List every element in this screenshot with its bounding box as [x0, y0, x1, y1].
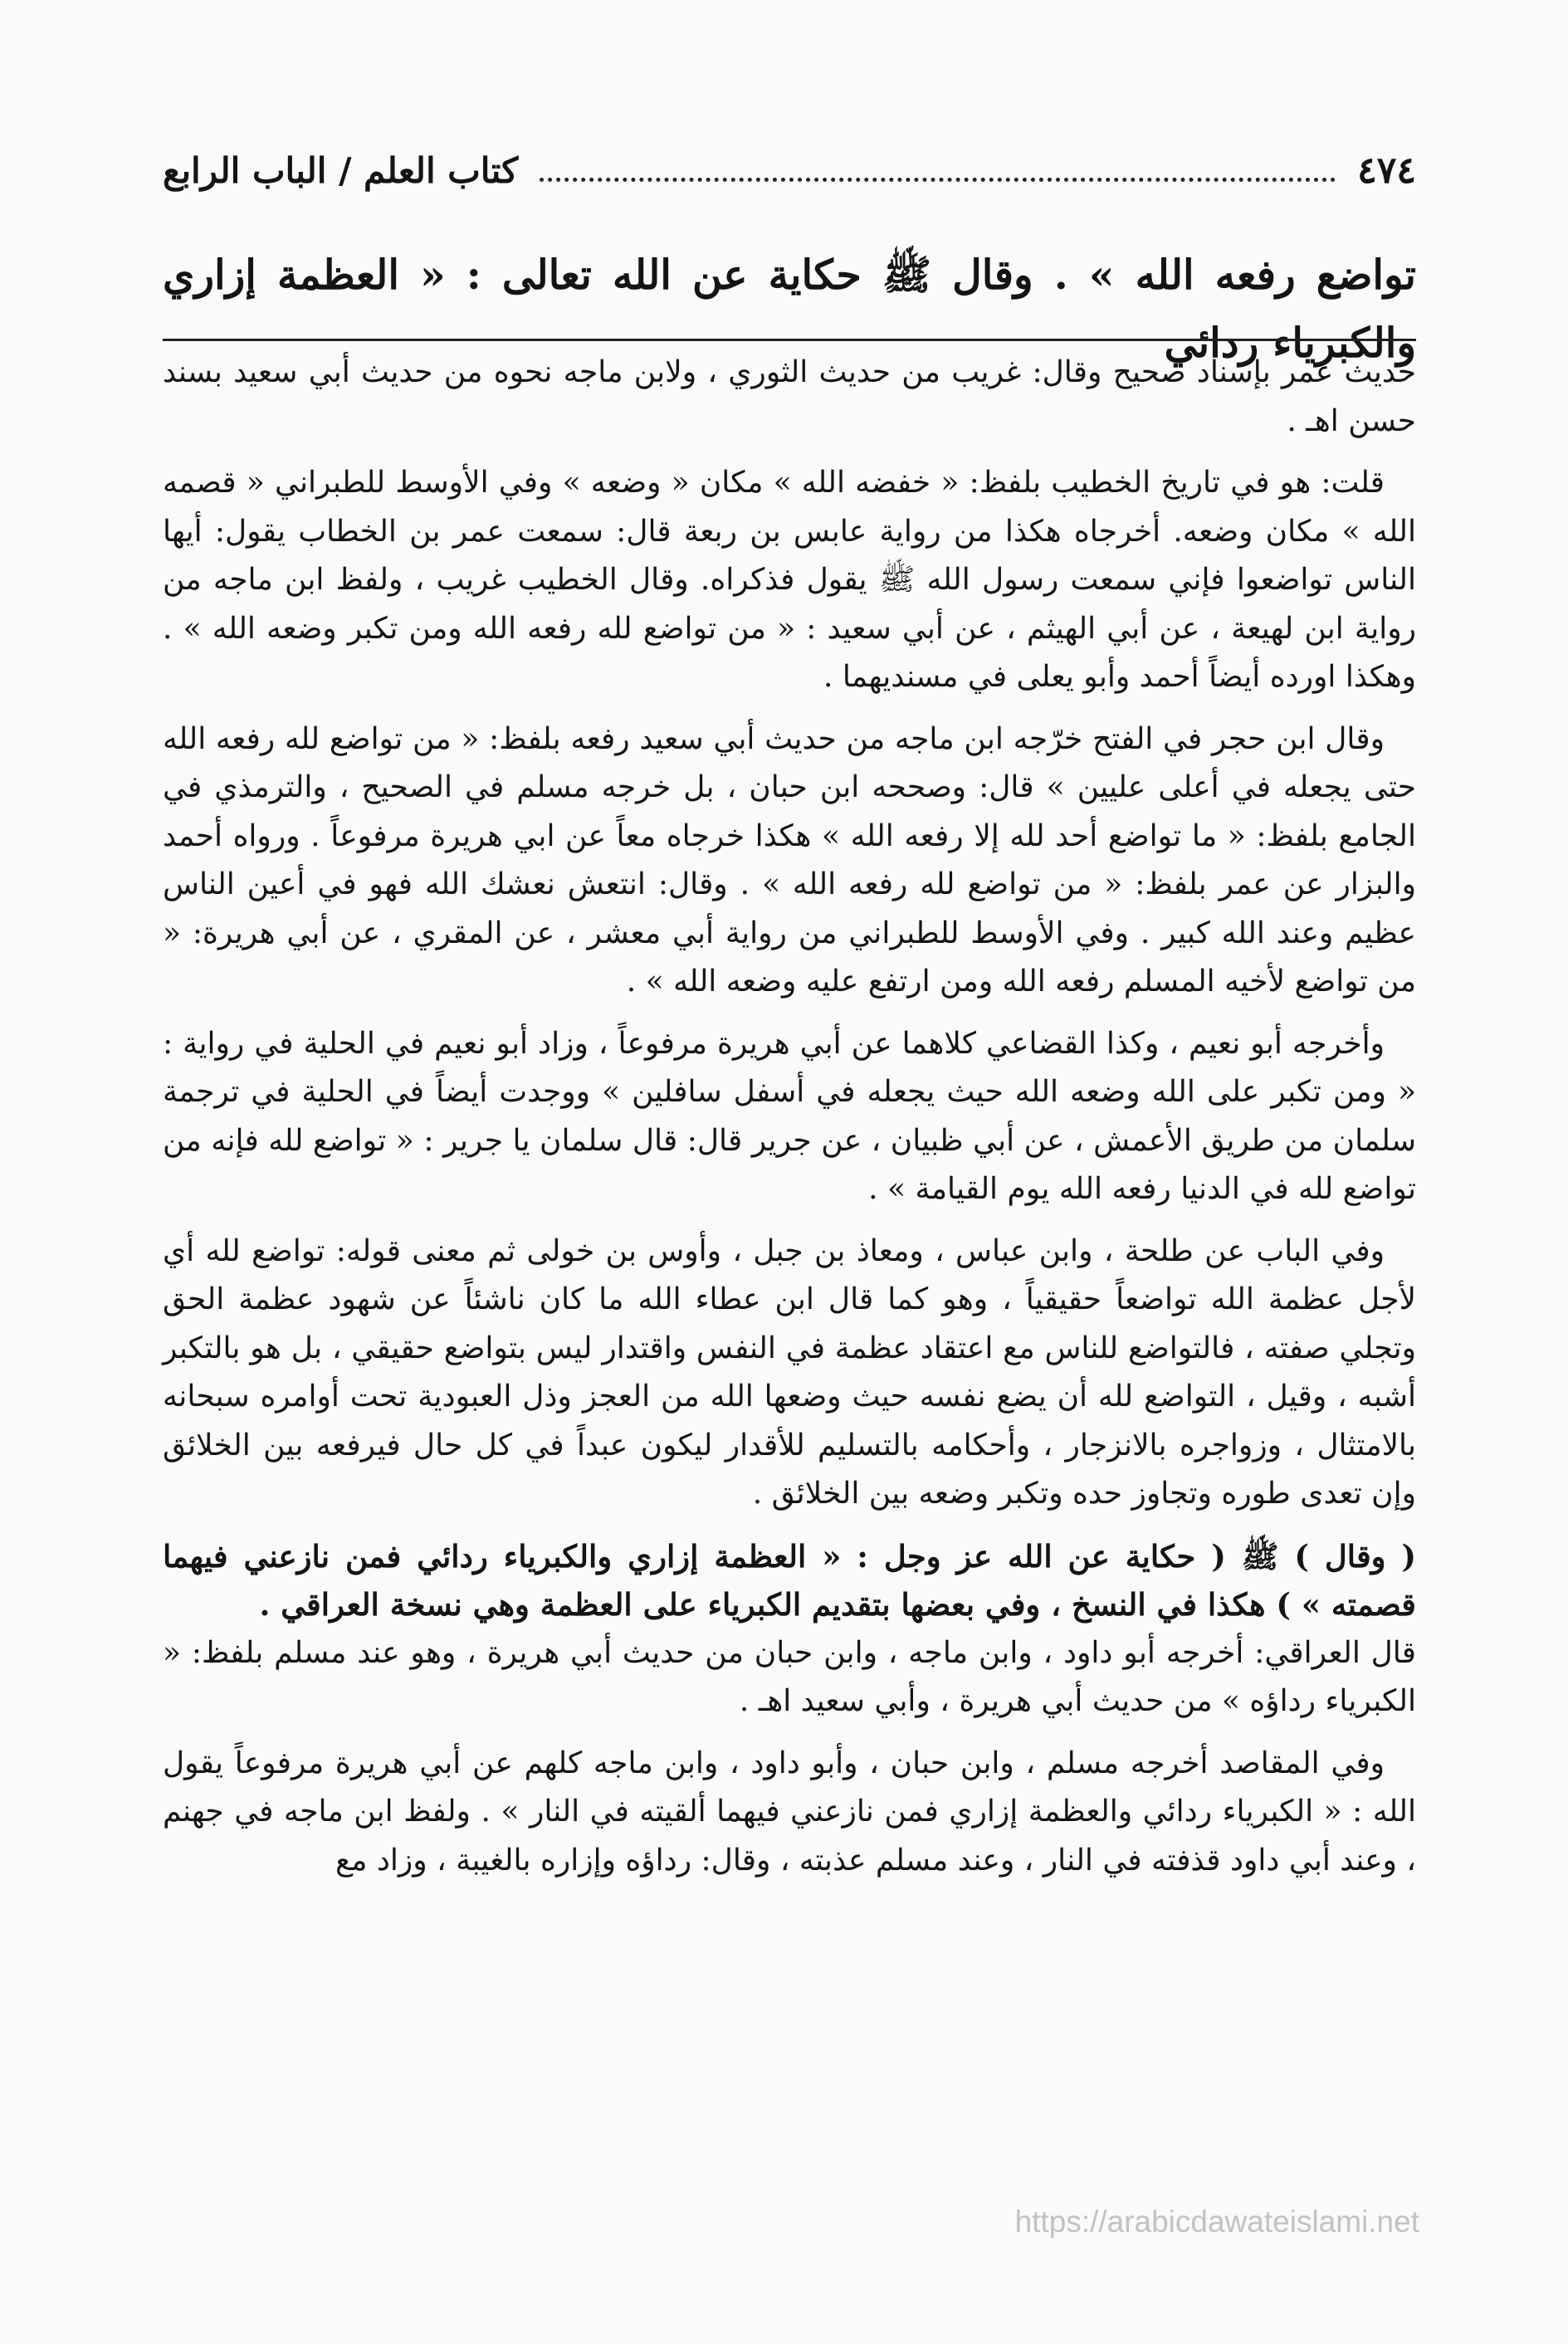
commentary-paragraph-1: حديث عمر بإسناد صحيح وقال: غريب من حديث الثوري ، ولابن ماجه نحوه من حديث أبي سعيد بسند حسن اهـ . — [163, 355, 1416, 438]
commentary-paragraph-7: وفي المقاصد أخرجه مسلم ، وابن حبان ، وأبو داود ، وابن ماجه كلهم عن أبي هريرة مرفوعاً يقول الله : « الكبرياء ردائي والعظمة إزاري فمن نازعني فيهما ألقيته في النار » . ولفظ ابن ماجه في جهنم ، وعند أبي داود قذفته في النار ، وعند مسلم عذبته ، وقال: رداؤه وإزاره بالغيبة ، وزاد مع — [163, 1746, 1416, 1878]
page-header — [163, 141, 1416, 199]
commentary-paragraph-5: وفي الباب عن طلحة ، وابن عباس ، ومعاذ بن جبل ، وأوس بن خولى ثم معنى قوله: تواضع لله أي لأجل عظمة الله تواضعاً حقيقياً ، وهو كما قال ابن عطاء الله ما كان ناشئاً عن شهود عظمة الحق وتجلي صفته ، فالتواضع للناس مع اعتقاد عظمة في النفس واقتدار ليس بتواضع حقيقي ، بل هو بالتكبر أشبه ، وقيل ، التواضع لله أن يضع نفسه حيث وضعها الله من العجز وذل العبودية تحت أوامره سبحانه بالامتثال ، وزواجره بالانزجار ، وأحكامه بالتسليم للأقدار ليكون عبداً في كل حال فيرفعه بين الخلائق وإن تعدى طوره وتجاوز حده وتكبر وضعه بين الخلائق . — [163, 1233, 1416, 1511]
header-dotted-leader — [540, 173, 1336, 182]
commentary-paragraph-6: قال العراقي: أخرجه أبو داود ، وابن ماجه ، وابن حبان من حديث أبي هريرة ، وهو عند مسلم بلفظ: « الكبرياء رداؤه » من حديث أبي هريرة ، وأبي سعيد اهـ . — [163, 1635, 1416, 1718]
commentary-paragraph-4: وأخرجه أبو نعيم ، وكذا القضاعي كلاهما عن أبي هريرة مرفوعاً ، وزاد أبو نعيم في الحلية في رواية : « ومن تكبر على الله وضعه الله حيث يجعله في أسفل سافلين » ووجدت أيضاً في الحلية في ترجمة سلمان من طريق الأعمش ، عن أبي ظبيان ، عن جرير قال: قال سلمان يا جرير : « تواضع لله فإنه من تواضع لله في الدنيا رفعه الله يوم القيامة » . — [163, 1026, 1416, 1206]
watermark-url: https://arabicdawateislami.net — [1014, 2205, 1419, 2239]
page-number: ٤٧٤ — [1357, 149, 1416, 192]
commentary-paragraph-3: وقال ابن حجر في الفتح خرّجه ابن ماجه من حديث أبي سعيد رفعه بلفظ: « من تواضع لله رفعه الله حتى يجعله في أعلى عليين » قال: وصححه ابن حبان ، بل خرجه مسلم في الصحيح ، والترمذي في الجامع بلفظ: « ما تواضع أحد لله إلا رفعه الله » هكذا خرجاه معاً عن ابي هريرة مرفوعاً . ورواه أحمد والبزار عن عمر بلفظ: « من تواضع لله رفعه الله » . وقال: انتعش نعشك الله فهو في أعين الناس عظيم وعند الله كبير . وفي الأوسط للطبراني من رواية أبي معشر ، عن المقري ، عن أبي هريرة: « من تواضع لأخيه المسلم رفعه الله ومن ارتفع عليه وضعه الله » . — [163, 721, 1416, 999]
running-title: كتاب العلم / الباب الرابع — [163, 149, 519, 191]
main-text-line: تواضع رفعه الله » . وقال ﷺ حكاية عن الله تعالى : « العظمة إزاري والكبرياء ردائي — [163, 251, 1416, 367]
commentary-paragraph-2: قلت: هو في تاريخ الخطيب بلفظ: « خفضه الله » مكان « وضعه » وفي الأوسط للطبراني « قصمه الله » مكان وضعه. أخرجاه هكذا من رواية عابس بن ربعة قال: سمعت عمر بن الخطاب يقول: أيها الناس تواضعوا فإني سمعت رسول الله ﷺ يقول فذكراه. وقال الخطيب غريب ، ولفظ ابن ماجه من رواية ابن لهيعة ، عن أبي الهيثم ، عن أبي سعيد : « من تواضع لله رفعه الله ومن تكبر وضعه الله » . وهكذا اورده أيضاً أحمد وأبو يعلى في مسنديهما . — [163, 466, 1417, 694]
main-text-divider — [163, 339, 1416, 341]
lemma-paragraph: ( وقال ) ﷺ ( حكاية عن الله عز وجل : « العظمة إزاري والكبرياء ردائي فمن نازعني فيهما قصمته » ) هكذا في النسخ ، وفي بعضها بتقديم الكبرياء على العظمة وهي نسخة العراقي . — [163, 1537, 1416, 1623]
commentary-body — [163, 349, 1416, 1898]
